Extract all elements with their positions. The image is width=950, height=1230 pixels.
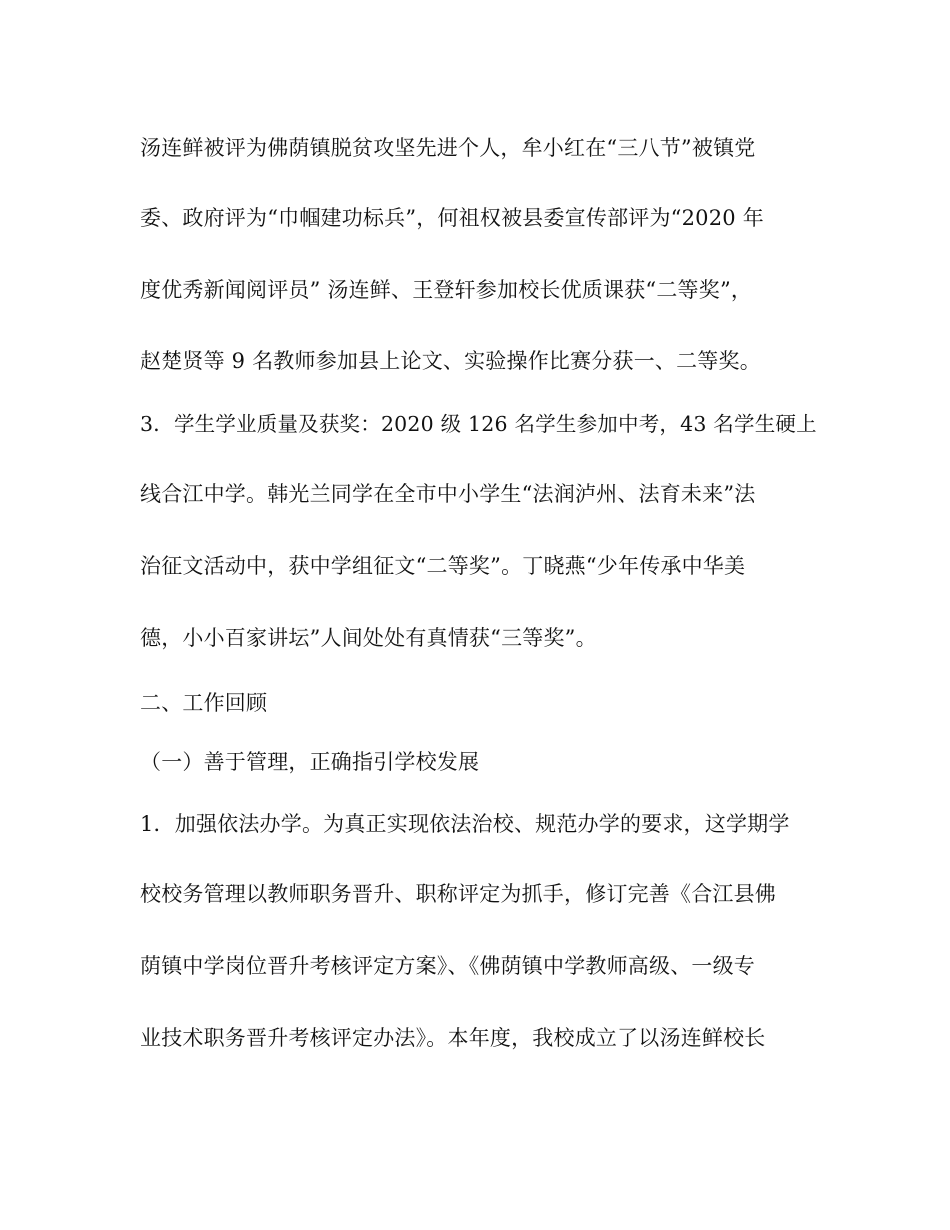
text-line-1: 汤连鲜被评为佛荫镇脱贫攻坚先进个人，牟小红在“三八节”被镇党 — [140, 136, 756, 160]
text-line-2: 委、政府评为“巾帼建功标兵”，何祖权被县委宣传部评为“2020 年 — [140, 206, 764, 230]
text-line-4: 赵楚贤等 9 名教师参加县上论文、实验操作比赛分获一、二等奖。 — [140, 349, 761, 373]
text-line-14: 业技术职务晋升考核评定办法》。本年度，我校成立了以汤连鲜校长 — [140, 1026, 766, 1050]
text-line-11: 1．加强依法办学。为真正实现依法治校、规范办学的要求，这学期学 — [140, 812, 790, 836]
text-line-3: 度优秀新闻阅评员” 汤连鲜、王登轩参加校长优质课获“二等奖”， — [140, 278, 753, 302]
text-line-12: 校校务管理以教师职务晋升、职称评定为抓手，修订完善《合江县佛 — [140, 882, 776, 906]
text-line-5: 3．学生学业质量及获奖：2020 级 126 名学生参加中考，43 名学生硬上 — [140, 412, 817, 436]
text-line-6: 线合江中学。韩光兰同学在全市中小学生“法润泸州、法育未来”法 — [140, 482, 756, 506]
text-line-7: 治征文活动中，获中学组征文“二等奖”。丁晓燕“少年传承中华美 — [140, 554, 746, 578]
section-heading: 二、工作回顾 — [140, 691, 268, 715]
subsection-heading: （一）善于管理，正确指引学校发展 — [140, 750, 480, 774]
text-line-8: 德，小小百家讲坛”人间处处有真情获“三等奖”。 — [140, 626, 597, 650]
text-line-13: 荫镇中学岗位晋升考核评定方案》、《佛荫镇中学教师高级、一级专 — [140, 954, 755, 978]
